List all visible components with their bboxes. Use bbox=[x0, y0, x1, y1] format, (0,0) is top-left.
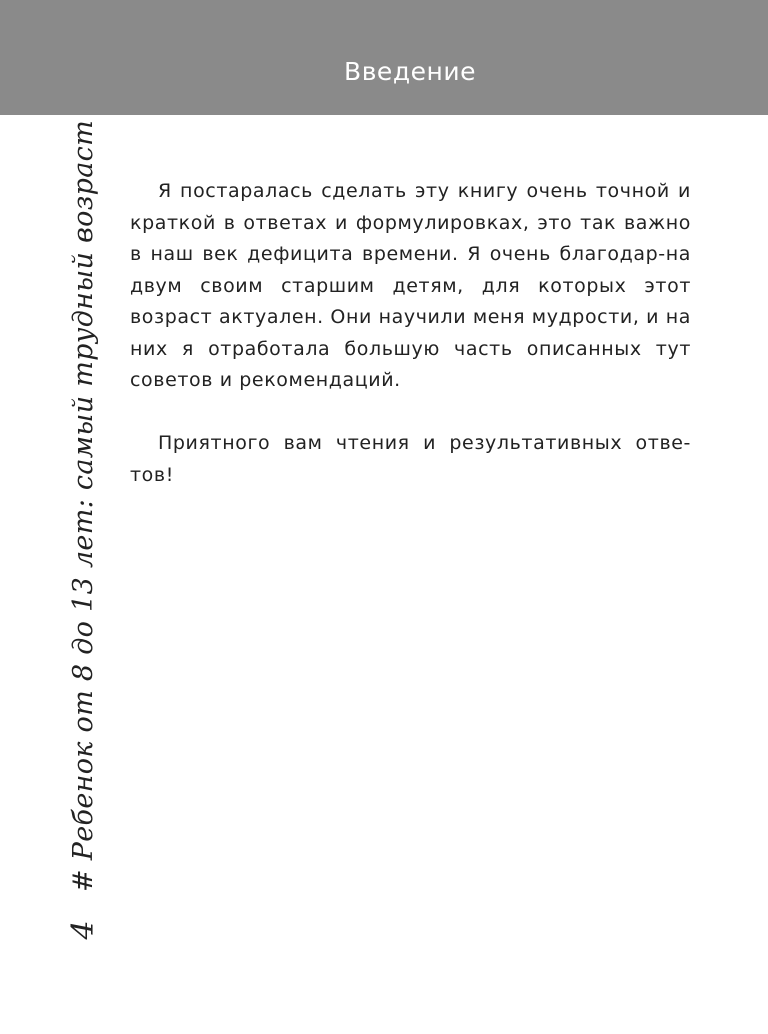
paragraph: Я постаралась сделать эту книгу очень точной и краткой в ответах и формулировках, это так важно в наш век дефицита времени. Я очень благодар-на двум своим старшим детям, для которых этот возраст актуален. Они научили меня мудрости, и на них я отработала большую часть описанных тут советов и рекомендаций. bbox=[130, 180, 691, 391]
running-book-title: # Ребенок от 8 до 13 лет: самый трудный возраст bbox=[68, 120, 99, 892]
chapter-header-band bbox=[0, 0, 768, 115]
chapter-title: Введение bbox=[344, 57, 476, 86]
page-number: 4 bbox=[66, 920, 101, 940]
body-text bbox=[130, 176, 691, 491]
paragraph: Приятного вам чтения и результативных отве-тов! bbox=[130, 432, 691, 486]
